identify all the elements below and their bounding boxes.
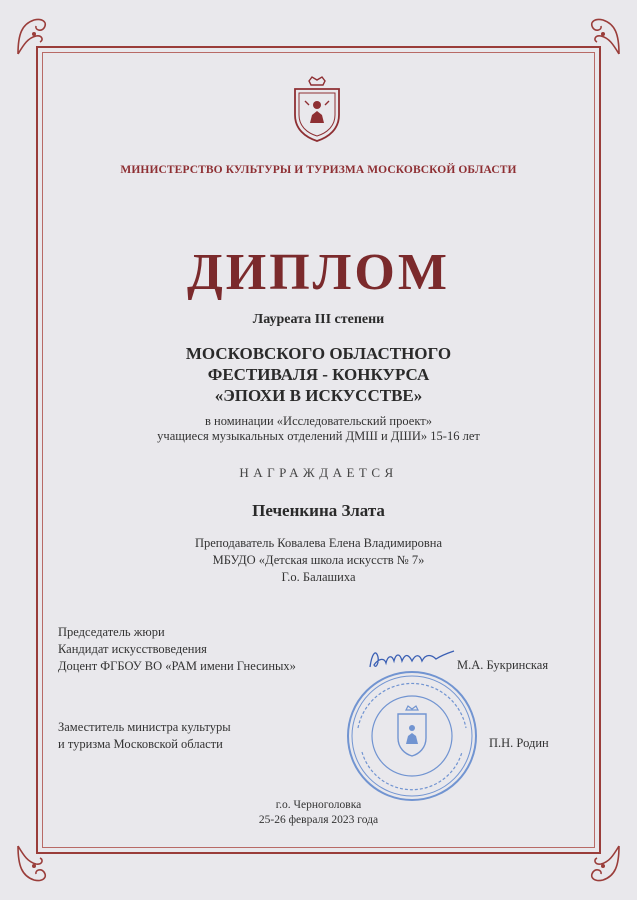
ornament-corner-icon [579,14,623,58]
ornament-corner-icon [14,842,58,886]
nomination-line: учащиеся музыкальных отделений ДМШ и ДШИ» 15-16 лет [157,429,480,443]
date-line: 25-26 февраля 2023 года [258,814,379,826]
ornament-corner-icon [14,14,58,58]
teacher-line: Г.о. Балашиха [281,570,356,584]
ornament-corner-icon [579,842,623,886]
festival-line: «ЭПОХИ В ИСКУССТВЕ» [214,386,423,405]
jury-chair-title [58,624,296,675]
festival-name [0,343,637,406]
festival-line: МОСКОВСКОГО ОБЛАСТНОГО [185,344,452,363]
deputy-minister-title [58,719,231,753]
place-line: г.о. Черноголовка [275,799,362,811]
moscow-oblast-coat-of-arms-icon [289,75,345,143]
nomination-line: в номинации «Исследовательский проект» [205,414,432,428]
ministry-heading: МИНИСТЕРСТВО КУЛЬТУРЫ И ТУРИЗМА МОСКОВСКОЙ ОБЛАСТИ [120,164,517,176]
teacher-line: МБУДО «Детская школа искусств № 7» [212,553,425,567]
jury-line: Председатель жюри [58,625,165,639]
festival-line: ФЕСТИВАЛЯ - КОНКУРСА [207,365,430,384]
place-and-date [0,798,637,828]
deputy-line: и туризма Московской области [58,737,223,751]
teacher-info [0,535,637,586]
jury-line: Кандидат искусствоведения [58,642,207,656]
signature-icon [366,643,458,675]
awarded-heading: НАГРАЖДАЕТСЯ [239,465,398,480]
jury-chair-name: М.А. Букринская [457,658,549,672]
deputy-minister-name: П.Н. Родин [489,736,549,750]
laureate-degree: Лауреата III степени [252,312,385,327]
nomination-text [0,414,637,444]
jury-line: Доцент ФГБОУ ВО «РАМ имени Гнесиных» [58,659,296,673]
teacher-line: Преподаватель Ковалева Елена Владимировна [194,536,443,550]
diploma-title: ДИПЛОМ [187,244,450,301]
recipient-name: Печенкина Злата [252,501,385,520]
deputy-line: Заместитель министра культуры [58,720,231,734]
ministry-round-stamp-icon [344,668,480,804]
